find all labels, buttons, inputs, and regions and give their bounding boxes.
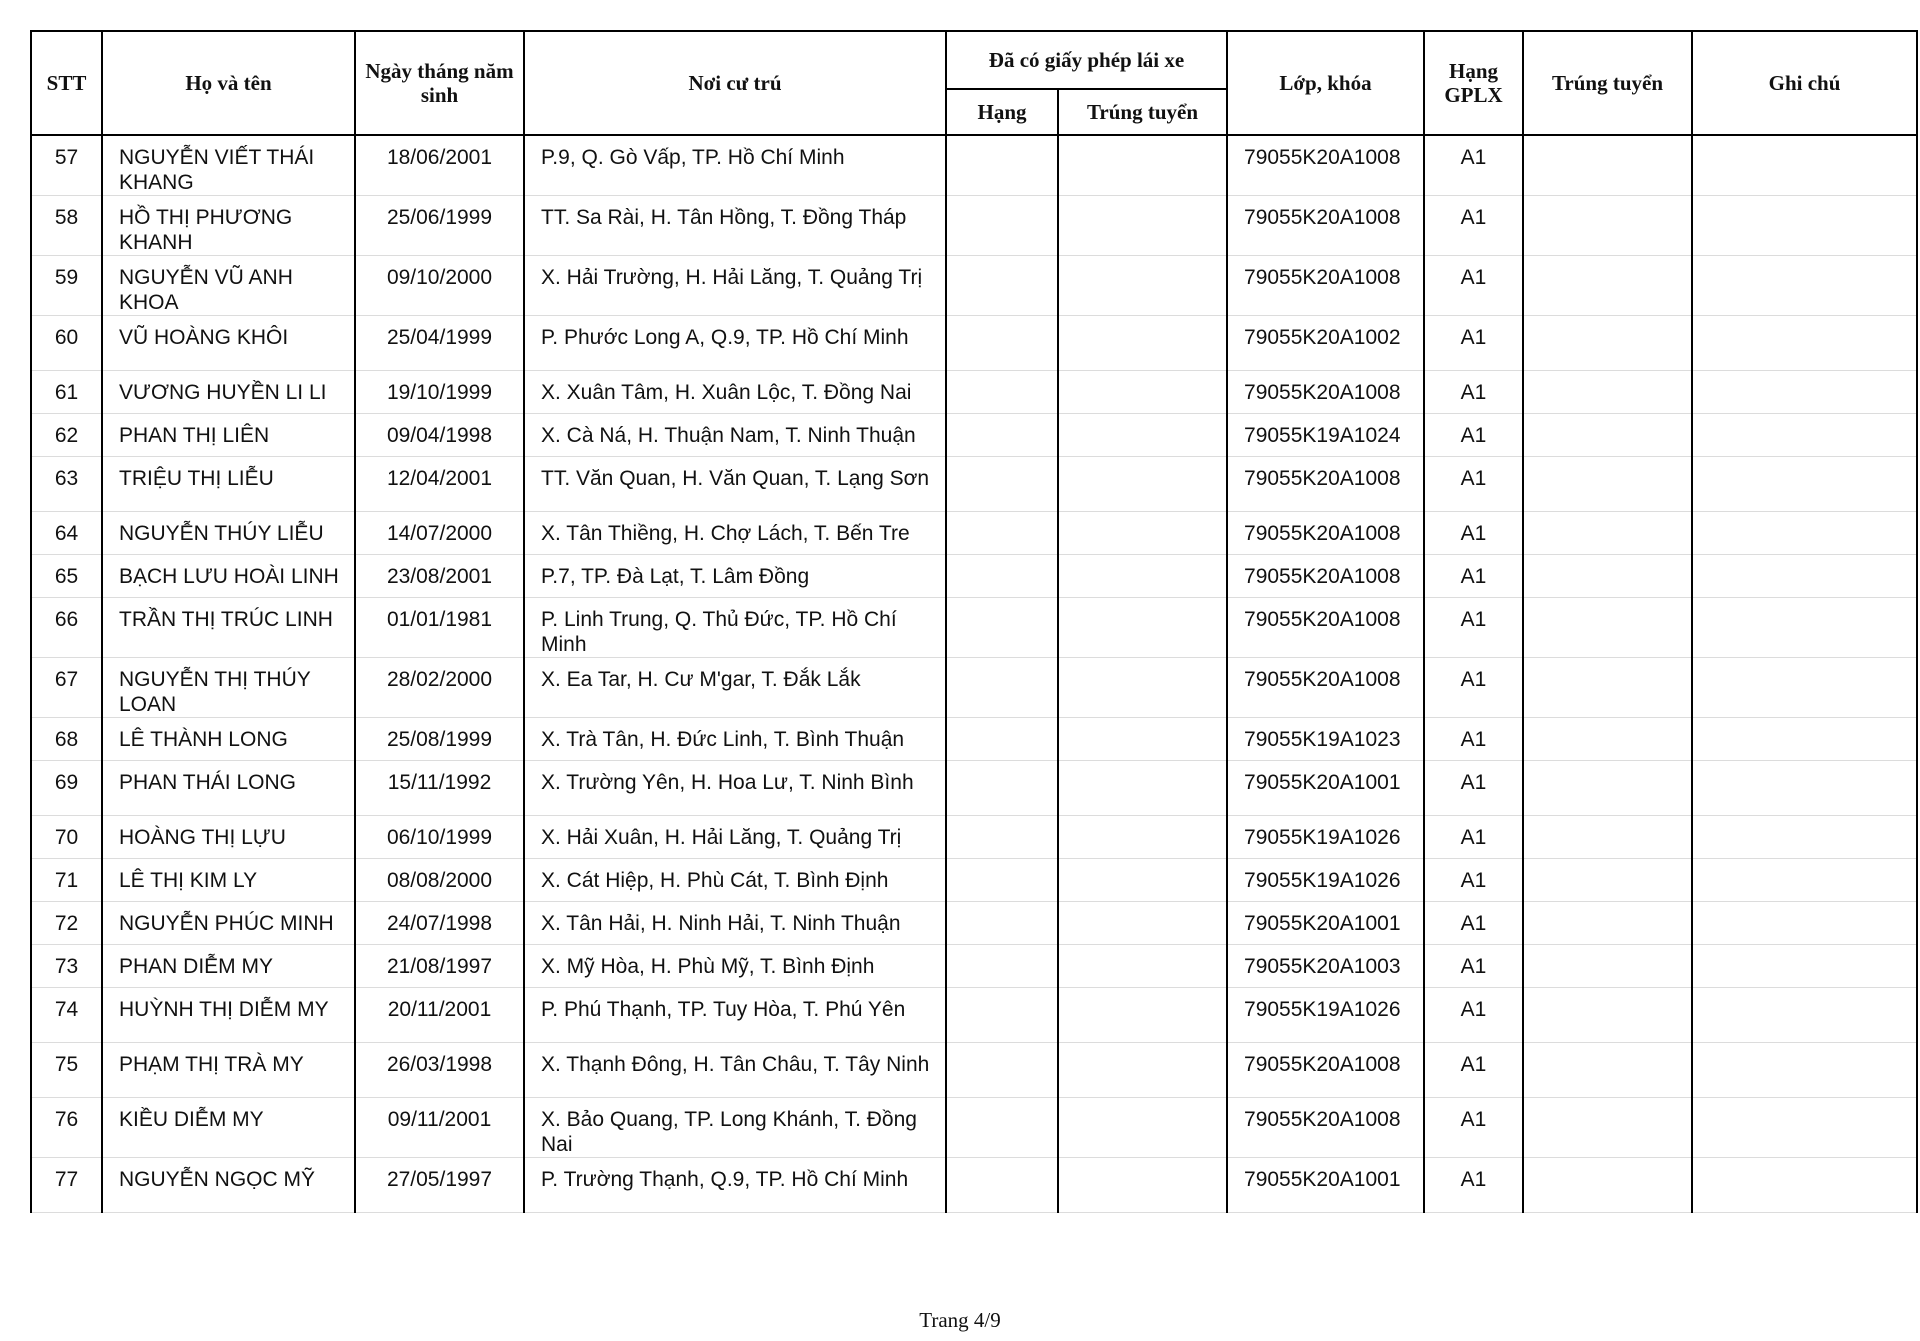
address-cell: X. Trà Tân, H. Đức Linh, T. Bình Thuận xyxy=(524,718,946,761)
table-row xyxy=(31,1098,1917,1158)
name-cell: NGUYỄN THÚY LIỄU xyxy=(102,512,355,555)
stt-cell: 57 xyxy=(31,135,102,196)
note-cell xyxy=(1692,316,1917,371)
note-cell xyxy=(1692,135,1917,196)
course-cell: 79055K20A1008 xyxy=(1227,658,1424,718)
note-cell xyxy=(1692,859,1917,902)
dob-cell: 26/03/1998 xyxy=(355,1043,524,1098)
license-passed-cell xyxy=(1058,256,1227,316)
address-cell: P. Linh Trung, Q. Thủ Đức, TP. Hồ Chí Minh xyxy=(524,598,946,658)
header-course: Lớp, khóa xyxy=(1227,31,1424,135)
dob-cell: 14/07/2000 xyxy=(355,512,524,555)
name-cell: NGUYỄN PHÚC MINH xyxy=(102,902,355,945)
license-passed-cell xyxy=(1058,761,1227,816)
gplx-cell: A1 xyxy=(1424,457,1523,512)
name-cell: PHẠM THỊ TRÀ MY xyxy=(102,1043,355,1098)
dob-cell: 06/10/1999 xyxy=(355,816,524,859)
license-class-cell xyxy=(946,256,1058,316)
license-class-cell xyxy=(946,816,1058,859)
passed-cell xyxy=(1523,945,1692,988)
address-cell: X. Thạnh Đông, H. Tân Châu, T. Tây Ninh xyxy=(524,1043,946,1098)
license-passed-cell xyxy=(1058,718,1227,761)
address-cell: TT. Sa Rài, H. Tân Hồng, T. Đồng Tháp xyxy=(524,196,946,256)
stt-cell: 76 xyxy=(31,1098,102,1158)
gplx-cell: A1 xyxy=(1424,658,1523,718)
license-passed-cell xyxy=(1058,316,1227,371)
name-cell: NGUYỄN VIẾT THÁI KHANG xyxy=(102,135,355,196)
license-class-cell xyxy=(946,316,1058,371)
passed-cell xyxy=(1523,457,1692,512)
address-cell: X. Bảo Quang, TP. Long Khánh, T. Đồng Nai xyxy=(524,1098,946,1158)
table-row xyxy=(31,945,1917,988)
stt-cell: 66 xyxy=(31,598,102,658)
table-row xyxy=(31,256,1917,316)
stt-cell: 59 xyxy=(31,256,102,316)
license-passed-cell xyxy=(1058,1158,1227,1213)
license-class-cell xyxy=(946,512,1058,555)
license-class-cell xyxy=(946,1043,1058,1098)
passed-cell xyxy=(1523,256,1692,316)
stt-cell: 69 xyxy=(31,761,102,816)
header-dob: Ngày tháng năm sinh xyxy=(355,31,524,135)
gplx-cell: A1 xyxy=(1424,598,1523,658)
name-cell: PHAN THÁI LONG xyxy=(102,761,355,816)
name-cell: HỒ THỊ PHƯƠNG KHANH xyxy=(102,196,355,256)
course-cell: 79055K19A1024 xyxy=(1227,414,1424,457)
course-cell: 79055K20A1008 xyxy=(1227,371,1424,414)
passed-cell xyxy=(1523,371,1692,414)
course-cell: 79055K20A1001 xyxy=(1227,902,1424,945)
passed-cell xyxy=(1523,988,1692,1043)
note-cell xyxy=(1692,945,1917,988)
passed-cell xyxy=(1523,555,1692,598)
license-class-cell xyxy=(946,1098,1058,1158)
name-cell: TRIỆU THỊ LIỄU xyxy=(102,457,355,512)
stt-cell: 68 xyxy=(31,718,102,761)
dob-cell: 25/04/1999 xyxy=(355,316,524,371)
note-cell xyxy=(1692,761,1917,816)
header-residence: Nơi cư trú xyxy=(524,31,946,135)
course-cell: 79055K19A1023 xyxy=(1227,718,1424,761)
name-cell: PHAN THỊ LIÊN xyxy=(102,414,355,457)
passed-cell xyxy=(1523,316,1692,371)
note-cell xyxy=(1692,658,1917,718)
dob-cell: 25/08/1999 xyxy=(355,718,524,761)
license-class-cell xyxy=(946,658,1058,718)
table-row xyxy=(31,816,1917,859)
gplx-cell: A1 xyxy=(1424,1098,1523,1158)
passed-cell xyxy=(1523,1098,1692,1158)
passed-cell xyxy=(1523,598,1692,658)
candidate-table xyxy=(30,30,1918,1213)
name-cell: PHAN DIỄM MY xyxy=(102,945,355,988)
address-cell: X. Mỹ Hòa, H. Phù Mỹ, T. Bình Định xyxy=(524,945,946,988)
header-passed: Trúng tuyển xyxy=(1523,31,1692,135)
gplx-cell: A1 xyxy=(1424,371,1523,414)
table-row xyxy=(31,196,1917,256)
gplx-cell: A1 xyxy=(1424,859,1523,902)
table-row xyxy=(31,316,1917,371)
license-passed-cell xyxy=(1058,135,1227,196)
address-cell: X. Cát Hiệp, H. Phù Cát, T. Bình Định xyxy=(524,859,946,902)
name-cell: VƯƠNG HUYỀN LI LI xyxy=(102,371,355,414)
gplx-cell: A1 xyxy=(1424,316,1523,371)
table-row xyxy=(31,512,1917,555)
stt-cell: 67 xyxy=(31,658,102,718)
table-row xyxy=(31,859,1917,902)
course-cell: 79055K19A1026 xyxy=(1227,988,1424,1043)
dob-cell: 25/06/1999 xyxy=(355,196,524,256)
gplx-cell: A1 xyxy=(1424,1043,1523,1098)
table-row xyxy=(31,1043,1917,1098)
gplx-cell: A1 xyxy=(1424,135,1523,196)
name-cell: NGUYỄN VŨ ANH KHOA xyxy=(102,256,355,316)
note-cell xyxy=(1692,1158,1917,1213)
passed-cell xyxy=(1523,1043,1692,1098)
license-class-cell xyxy=(946,718,1058,761)
passed-cell xyxy=(1523,859,1692,902)
passed-cell xyxy=(1523,761,1692,816)
name-cell: VŨ HOÀNG KHÔI xyxy=(102,316,355,371)
license-passed-cell xyxy=(1058,598,1227,658)
dob-cell: 27/05/1997 xyxy=(355,1158,524,1213)
note-cell xyxy=(1692,598,1917,658)
dob-cell: 09/11/2001 xyxy=(355,1098,524,1158)
table-row xyxy=(31,902,1917,945)
passed-cell xyxy=(1523,512,1692,555)
name-cell: BẠCH LƯU HOÀI LINH xyxy=(102,555,355,598)
address-cell: X. Ea Tar, H. Cư M'gar, T. Đắk Lắk xyxy=(524,658,946,718)
name-cell: HOÀNG THỊ LỰU xyxy=(102,816,355,859)
dob-cell: 08/08/2000 xyxy=(355,859,524,902)
table-row xyxy=(31,988,1917,1043)
address-cell: X. Hải Xuân, H. Hải Lăng, T. Quảng Trị xyxy=(524,816,946,859)
table-row xyxy=(31,457,1917,512)
license-passed-cell xyxy=(1058,196,1227,256)
header-name: Họ và tên xyxy=(102,31,355,135)
license-passed-cell xyxy=(1058,1098,1227,1158)
header-license-passed: Trúng tuyển xyxy=(1058,89,1227,135)
table-row xyxy=(31,658,1917,718)
dob-cell: 20/11/2001 xyxy=(355,988,524,1043)
header-license-class: Hạng xyxy=(946,89,1058,135)
stt-cell: 71 xyxy=(31,859,102,902)
course-cell: 79055K19A1026 xyxy=(1227,816,1424,859)
course-cell: 79055K20A1008 xyxy=(1227,196,1424,256)
address-cell: X. Tân Thiềng, H. Chợ Lách, T. Bến Tre xyxy=(524,512,946,555)
dob-cell: 18/06/2001 xyxy=(355,135,524,196)
license-passed-cell xyxy=(1058,414,1227,457)
course-cell: 79055K20A1008 xyxy=(1227,555,1424,598)
address-cell: TT. Văn Quan, H. Văn Quan, T. Lạng Sơn xyxy=(524,457,946,512)
note-cell xyxy=(1692,718,1917,761)
gplx-cell: A1 xyxy=(1424,988,1523,1043)
license-passed-cell xyxy=(1058,555,1227,598)
table-row xyxy=(31,371,1917,414)
name-cell: HUỲNH THỊ DIỄM MY xyxy=(102,988,355,1043)
address-cell: P. Trường Thạnh, Q.9, TP. Hồ Chí Minh xyxy=(524,1158,946,1213)
header-license-group: Đã có giấy phép lái xe xyxy=(946,31,1227,89)
table-row xyxy=(31,598,1917,658)
name-cell: NGUYỄN NGỌC MỸ xyxy=(102,1158,355,1213)
table-row xyxy=(31,1158,1917,1213)
table-row xyxy=(31,555,1917,598)
header-stt: STT xyxy=(31,31,102,135)
note-cell xyxy=(1692,555,1917,598)
address-cell: X. Hải Trường, H. Hải Lăng, T. Quảng Trị xyxy=(524,256,946,316)
stt-cell: 70 xyxy=(31,816,102,859)
license-passed-cell xyxy=(1058,988,1227,1043)
address-cell: X. Xuân Tâm, H. Xuân Lộc, T. Đồng Nai xyxy=(524,371,946,414)
note-cell xyxy=(1692,457,1917,512)
note-cell xyxy=(1692,414,1917,457)
name-cell: LÊ THỊ KIM LY xyxy=(102,859,355,902)
course-cell: 79055K20A1001 xyxy=(1227,1158,1424,1213)
license-passed-cell xyxy=(1058,512,1227,555)
table-header xyxy=(31,31,1917,135)
course-cell: 79055K20A1008 xyxy=(1227,1098,1424,1158)
license-class-cell xyxy=(946,414,1058,457)
stt-cell: 58 xyxy=(31,196,102,256)
name-cell: LÊ THÀNH LONG xyxy=(102,718,355,761)
name-cell: KIỀU DIỄM MY xyxy=(102,1098,355,1158)
table-row xyxy=(31,135,1917,196)
stt-cell: 65 xyxy=(31,555,102,598)
name-cell: TRẦN THỊ TRÚC LINH xyxy=(102,598,355,658)
dob-cell: 09/04/1998 xyxy=(355,414,524,457)
gplx-cell: A1 xyxy=(1424,718,1523,761)
address-cell: P. Phú Thạnh, TP. Tuy Hòa, T. Phú Yên xyxy=(524,988,946,1043)
course-cell: 79055K20A1002 xyxy=(1227,316,1424,371)
passed-cell xyxy=(1523,1158,1692,1213)
table-body xyxy=(31,135,1917,1213)
address-cell: P. Phước Long A, Q.9, TP. Hồ Chí Minh xyxy=(524,316,946,371)
license-passed-cell xyxy=(1058,371,1227,414)
stt-cell: 63 xyxy=(31,457,102,512)
gplx-cell: A1 xyxy=(1424,816,1523,859)
note-cell xyxy=(1692,1043,1917,1098)
license-class-cell xyxy=(946,371,1058,414)
course-cell: 79055K20A1008 xyxy=(1227,135,1424,196)
gplx-cell: A1 xyxy=(1424,196,1523,256)
note-cell xyxy=(1692,1098,1917,1158)
note-cell xyxy=(1692,256,1917,316)
course-cell: 79055K20A1003 xyxy=(1227,945,1424,988)
dob-cell: 19/10/1999 xyxy=(355,371,524,414)
license-class-cell xyxy=(946,761,1058,816)
passed-cell xyxy=(1523,414,1692,457)
address-cell: P.9, Q. Gò Vấp, TP. Hồ Chí Minh xyxy=(524,135,946,196)
license-class-cell xyxy=(946,859,1058,902)
license-passed-cell xyxy=(1058,945,1227,988)
name-cell: NGUYỄN THỊ THÚY LOAN xyxy=(102,658,355,718)
license-class-cell xyxy=(946,1158,1058,1213)
stt-cell: 60 xyxy=(31,316,102,371)
dob-cell: 09/10/2000 xyxy=(355,256,524,316)
dob-cell: 23/08/2001 xyxy=(355,555,524,598)
page-number: Trang 4/9 xyxy=(919,1308,1001,1332)
address-cell: X. Trường Yên, H. Hoa Lư, T. Ninh Bình xyxy=(524,761,946,816)
stt-cell: 64 xyxy=(31,512,102,555)
license-class-cell xyxy=(946,988,1058,1043)
passed-cell xyxy=(1523,196,1692,256)
license-class-cell xyxy=(946,135,1058,196)
note-cell xyxy=(1692,512,1917,555)
course-cell: 79055K20A1008 xyxy=(1227,256,1424,316)
dob-cell: 28/02/2000 xyxy=(355,658,524,718)
gplx-cell: A1 xyxy=(1424,256,1523,316)
license-passed-cell xyxy=(1058,1043,1227,1098)
address-cell: X. Cà Ná, H. Thuận Nam, T. Ninh Thuận xyxy=(524,414,946,457)
note-cell xyxy=(1692,371,1917,414)
note-cell xyxy=(1692,196,1917,256)
gplx-cell: A1 xyxy=(1424,512,1523,555)
course-cell: 79055K20A1008 xyxy=(1227,598,1424,658)
note-cell xyxy=(1692,988,1917,1043)
passed-cell xyxy=(1523,135,1692,196)
license-class-cell xyxy=(946,457,1058,512)
header-note: Ghi chú xyxy=(1692,31,1917,135)
dob-cell: 24/07/1998 xyxy=(355,902,524,945)
header-gplx: Hạng GPLX xyxy=(1424,31,1523,135)
gplx-cell: A1 xyxy=(1424,761,1523,816)
gplx-cell: A1 xyxy=(1424,945,1523,988)
license-passed-cell xyxy=(1058,816,1227,859)
table-row xyxy=(31,761,1917,816)
address-cell: X. Tân Hải, H. Ninh Hải, T. Ninh Thuận xyxy=(524,902,946,945)
passed-cell xyxy=(1523,658,1692,718)
gplx-cell: A1 xyxy=(1424,1158,1523,1213)
stt-cell: 77 xyxy=(31,1158,102,1213)
dob-cell: 21/08/1997 xyxy=(355,945,524,988)
table-row xyxy=(31,414,1917,457)
passed-cell xyxy=(1523,902,1692,945)
license-passed-cell xyxy=(1058,457,1227,512)
license-class-cell xyxy=(946,196,1058,256)
course-cell: 79055K20A1001 xyxy=(1227,761,1424,816)
course-cell: 79055K19A1026 xyxy=(1227,859,1424,902)
course-cell: 79055K20A1008 xyxy=(1227,512,1424,555)
stt-cell: 74 xyxy=(31,988,102,1043)
license-class-cell xyxy=(946,945,1058,988)
dob-cell: 15/11/1992 xyxy=(355,761,524,816)
course-cell: 79055K20A1008 xyxy=(1227,457,1424,512)
stt-cell: 61 xyxy=(31,371,102,414)
gplx-cell: A1 xyxy=(1424,414,1523,457)
table-row xyxy=(31,718,1917,761)
dob-cell: 12/04/2001 xyxy=(355,457,524,512)
note-cell xyxy=(1692,902,1917,945)
stt-cell: 62 xyxy=(31,414,102,457)
stt-cell: 72 xyxy=(31,902,102,945)
license-class-cell xyxy=(946,902,1058,945)
passed-cell xyxy=(1523,816,1692,859)
address-cell: P.7, TP. Đà Lạt, T. Lâm Đồng xyxy=(524,555,946,598)
stt-cell: 75 xyxy=(31,1043,102,1098)
license-passed-cell xyxy=(1058,902,1227,945)
passed-cell xyxy=(1523,718,1692,761)
license-passed-cell xyxy=(1058,658,1227,718)
license-class-cell xyxy=(946,555,1058,598)
license-class-cell xyxy=(946,598,1058,658)
note-cell xyxy=(1692,816,1917,859)
license-passed-cell xyxy=(1058,859,1227,902)
course-cell: 79055K20A1008 xyxy=(1227,1043,1424,1098)
gplx-cell: A1 xyxy=(1424,902,1523,945)
dob-cell: 01/01/1981 xyxy=(355,598,524,658)
gplx-cell: A1 xyxy=(1424,555,1523,598)
stt-cell: 73 xyxy=(31,945,102,988)
